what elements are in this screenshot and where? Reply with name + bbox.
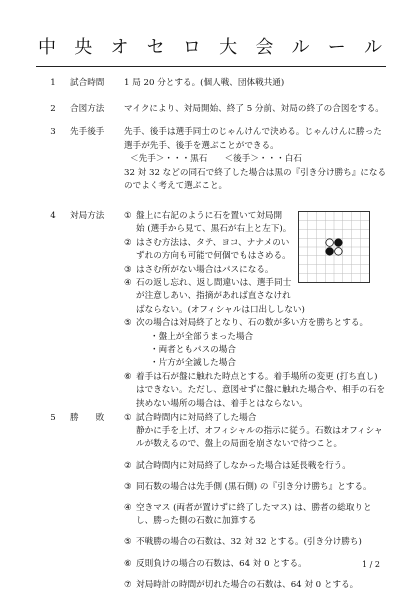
section-heading: 先手後手: [70, 127, 105, 137]
section-number: 4: [50, 211, 56, 221]
rule-item: [124, 412, 394, 452]
section-heading: 対局方法: [70, 211, 105, 221]
item-marker: ⑤: [124, 537, 132, 548]
section-number: 2: [50, 104, 56, 114]
section-line: 先手、後手は選手同士のじゃんけんで決める。じゃんけんに勝った: [124, 127, 382, 137]
section-line: マイクにより、対局開始、終了 5 分前、対局の終了の合図をする。: [124, 104, 384, 114]
item-line: 試合時間内に対局終了した場合: [136, 413, 257, 423]
item-line: はさむ所がない場合はパスになる。: [136, 264, 274, 275]
section-number: 5: [50, 413, 56, 423]
item-marker: ②: [124, 460, 132, 471]
title-char: セ: [146, 37, 165, 58]
item-line: 同石数の場合は先手側 (黒石側) の『引き分け勝ち』とする。: [136, 481, 372, 492]
item-line: 盤上に右記のように石を置いて対局開: [136, 211, 283, 221]
item-line: はできない。ただし、意図せずに盤に触れた場合や、相手の石を: [136, 385, 386, 396]
title-char: ル: [363, 37, 382, 58]
white-stone: [335, 248, 343, 256]
rule-item: [124, 502, 394, 528]
section-line: のでよく考えて選ぶこと。: [124, 181, 228, 192]
item-line: 対局時計の時間が切れた場合の石数は、64 対 0 とする。: [136, 579, 359, 590]
section-heading: 合図方法: [70, 104, 105, 114]
title-char: ル: [291, 37, 310, 58]
rule-item: [124, 460, 394, 473]
title-char: ー: [327, 37, 346, 58]
section-line: 32 対 32 などの同石で終了した場合は黒の『引き分け勝ち』になる: [124, 167, 387, 178]
item-marker: ①: [124, 413, 132, 423]
item-line: ずれの方向も可能で何個でもはさめる。: [136, 251, 291, 262]
bullet-line: ・片方が全滅した場合: [150, 358, 236, 369]
item-marker: ②: [124, 237, 132, 248]
section-number: 3: [50, 127, 56, 137]
page-number: 1 / 2: [362, 560, 380, 569]
item-line: 反則負けの場合の石数は、64 対 0 とする。: [136, 558, 307, 569]
page-title: [38, 38, 382, 58]
section-line: ＜先手＞・・・黒石 ＜後手＞・・・白石: [130, 154, 302, 165]
item-marker: ⑥: [124, 371, 132, 382]
white-stone: [326, 239, 334, 247]
item-marker: ④: [124, 278, 132, 289]
rule-item: [124, 536, 394, 549]
item-line: 始 (選手から見て、黒石が右上と左下)。: [136, 224, 292, 235]
item-line: はさむ方法は、タテ、ヨコ、ナナメのい: [136, 237, 290, 248]
section-line: 選手が先手、後手を選ぶことができる。: [124, 140, 279, 151]
rule-item: [124, 277, 394, 317]
item-marker: ④: [124, 503, 132, 514]
rule-item: [124, 579, 394, 592]
item-marker: ⑤: [124, 318, 132, 329]
bullet-line: ・両者ともパスの場合: [150, 345, 236, 356]
title-char: ロ: [182, 37, 201, 58]
item-marker: ①: [124, 211, 132, 221]
item-line: 挟めない場所の場合は、着手とはならない。: [136, 398, 308, 409]
rule-item: [124, 558, 394, 571]
title-char: 央: [74, 37, 93, 58]
item-marker: ③: [124, 481, 132, 492]
othello-board: [298, 211, 370, 283]
item-line: ルが数えるので、盤上の局面を崩さないで待つこと。: [136, 439, 343, 450]
black-stone: [326, 248, 334, 256]
title-underline: [36, 66, 386, 67]
bullet-line: ・盤上が全部うまった場合: [150, 331, 254, 342]
section-heading: 勝 敗: [70, 413, 105, 423]
section-heading: 試合時間: [70, 78, 105, 88]
item-marker: ⑦: [124, 579, 132, 590]
section-line: 1 局 20 分とする。(個人戦、団体戦共通): [124, 78, 285, 88]
item-line: 静かに手を上げ、オフィシャルの指示に従う。石数はオフィシャ: [136, 426, 383, 437]
item-line: 次の場合は対局終了となり、石の数が多い方を勝ちとする。: [136, 318, 369, 329]
item-line: 空きマス (両者が置けずに終了したマス) は、勝者の総取りと: [136, 503, 372, 514]
title-char: 中: [38, 37, 56, 58]
title-char: 会: [255, 37, 274, 58]
rule-item: [124, 317, 394, 371]
rule-item: [124, 371, 394, 411]
item-line: 石の返し忘れ、返し間違いは、選手同士: [136, 278, 292, 289]
item-line: し、勝った側の石数に加算する: [136, 516, 257, 527]
item-marker: ⑥: [124, 558, 132, 569]
item-line: 不戦勝の場合の石数は、32 対 32 とする。(引き分け勝ち): [136, 537, 362, 548]
item-line: 着手は石が盤に触れた時点とする。着手場所の変更 (打ち直し): [136, 371, 378, 382]
item-line: が注意しあい、指摘があれば直さなけれ: [136, 291, 291, 302]
rule-item: [124, 481, 394, 494]
title-char: オ: [110, 37, 129, 58]
item-line: 試合時間内に対局終了しなかった場合は延長戦を行う。: [136, 460, 351, 471]
title-char: 大: [219, 37, 238, 58]
item-line: ばならない。(オフィシャルは口出ししない): [136, 304, 305, 315]
item-marker: ③: [124, 264, 132, 275]
section-number: 1: [50, 78, 56, 88]
black-stone: [335, 239, 343, 247]
